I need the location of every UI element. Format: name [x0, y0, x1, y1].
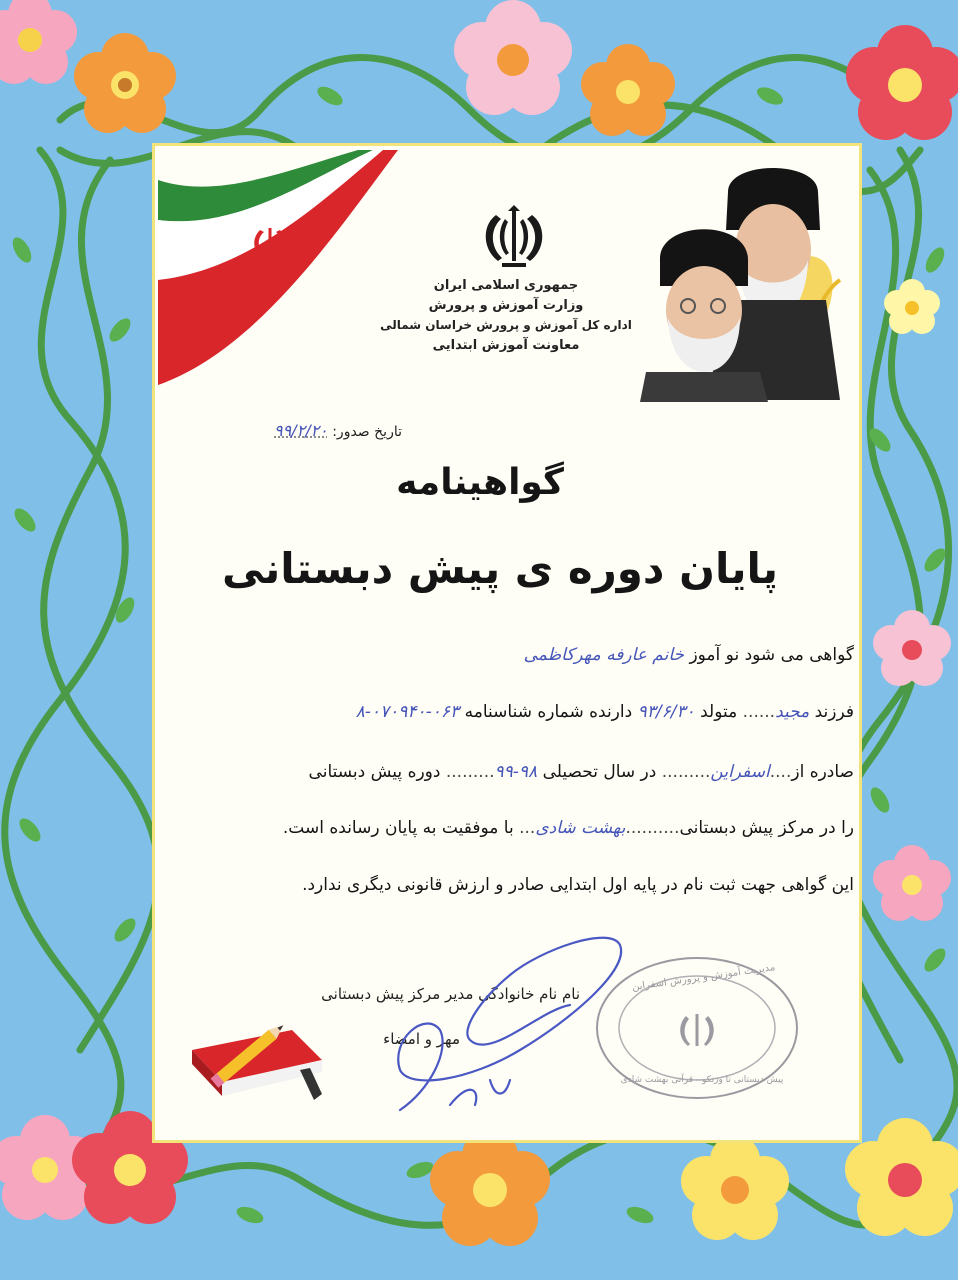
header-deputy: معاونت آموزش ابتدایی: [432, 338, 580, 353]
body-line-1: [170, 645, 854, 665]
signature-scribble: [370, 930, 650, 1130]
manager-label: نام نام خانوادگی مدیر مرکز پیش دبستانی: [321, 985, 580, 1003]
disclaimer-text: این گواهی جهت ثبت نام در پایه اول ابتدایی صادر و ارزش قانونی دیگری ندارد.: [302, 875, 854, 895]
issued-place: اسفراین: [710, 762, 770, 782]
body-line-3: صادره از....اسفراین......... در سال تحصیلی ۹۸-۹۹......... دوره پیش دبستانی: [308, 762, 854, 782]
header-ministry: وزارت آموزش و پرورش: [428, 298, 584, 313]
course-label: دوره پیش دبستانی: [308, 762, 441, 782]
header-country: جمهوری اسلامی ایران: [433, 278, 579, 293]
flag-ribbon: [158, 150, 398, 390]
academic-year: ۹۸-۹۹: [494, 762, 538, 782]
book-pencil-icon: [182, 1010, 342, 1120]
father-name: مجید: [775, 702, 810, 722]
birth-date: ۹۳/۶/۳۰: [637, 702, 695, 722]
header-department: اداره کل آموزش و پرورش خراسان شمالی: [380, 318, 632, 332]
portraits-image: [640, 150, 855, 402]
certificate-title: گواهینامه: [396, 462, 564, 503]
student-name: خانم عارفه مهرکاظمی: [523, 645, 685, 665]
center-name: بهشت شادی: [535, 818, 626, 838]
child-label: فرزند: [814, 702, 854, 722]
center-prefix: را در مرکز پیش دبستانی: [679, 818, 854, 838]
body-line-2: فرزند مجید...... متولد ۹۳/۶/۳۰ دارنده شماره شناسنامه ۰۶۳-۰۷۰۹۴۰-۸: [355, 702, 854, 722]
certificate-subtitle: پایان دوره ی پیش دبستانی: [221, 544, 779, 593]
body-line-4: را در مرکز پیش دبستانی..........بهشت شادی... با موفقیت به پایان رسانده است.: [282, 818, 854, 838]
year-label: در سال تحصیلی: [542, 762, 657, 782]
issue-date-label: تاریخ صدور:: [332, 424, 402, 440]
center-suffix: با موفقیت به پایان رسانده است.: [282, 818, 514, 838]
born-label: متولد: [700, 702, 738, 722]
iran-emblem-icon: [478, 205, 550, 271]
id-number: ۰۶۳-۰۷۰۹۴۰-۸: [355, 702, 460, 722]
stamp-text-top: مدیریت آموزش و پرورش اسفراین: [631, 962, 776, 994]
stamp-emblem-icon: [680, 1014, 714, 1046]
id-label: دارنده شماره شناسنامه: [464, 702, 633, 722]
stamp-text-bottom: پیش دبستانی تا وزنکو - قرآنی بهشت شادی: [620, 1075, 784, 1085]
issued-label: صادره از: [791, 762, 854, 782]
issue-date-value: ۹۹/۲/۲۰: [274, 421, 328, 440]
seal-label: مهر و امضاء: [383, 1030, 460, 1048]
line1-prefix: گواهی می شود نو آموز: [689, 645, 854, 665]
issue-date: [216, 421, 402, 440]
